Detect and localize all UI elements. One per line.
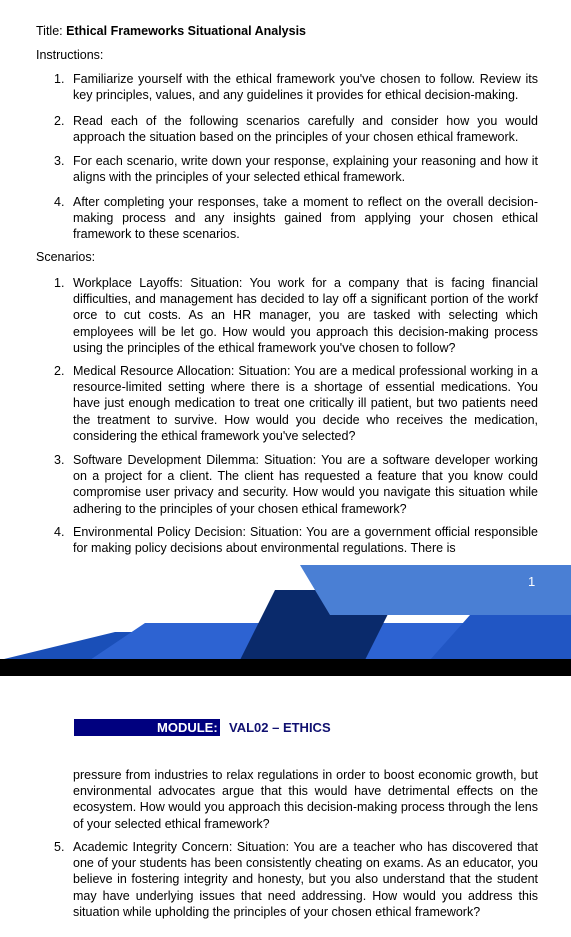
instruction-text: After completing your responses, take a moment to reflect on the overall decision-making process and any insights gained from applying your chosen ethical framework to these scenarios. xyxy=(73,195,538,242)
footer-light-shape xyxy=(300,565,571,615)
scenario-item-5 xyxy=(54,839,538,920)
scenario-number: 5. xyxy=(54,840,65,854)
instruction-item-4 xyxy=(54,194,538,243)
instruction-number: 1. xyxy=(54,72,65,86)
instruction-item-3 xyxy=(54,153,538,185)
instructions-heading: Instructions: xyxy=(36,48,104,62)
instruction-item-1 xyxy=(54,71,538,103)
footer-right-shape xyxy=(430,615,571,659)
scenario-item-4 xyxy=(54,524,538,556)
scenario-text: Medical Resource Allocation: Situation: You are a medical professional working in a resource-limited setting where there is a shortage of essential medications. You have just enough medication to treat one critically ill patient, but two patients need the treatment to survive. How would you decide who receives the medication, considering the ethical framework you've selected? xyxy=(73,364,538,443)
title-label: Title: xyxy=(36,24,63,38)
scenario-text: Workplace Layoffs: Situation: You work for a company that is facing financial difficulties, and management has decided to lay off a significant portion of the workf orce to cut costs. As an HR manager, you are tasked with selecting which employees will be let go. How would you approach this decision-making process using the principles of the ethical framework you've chosen to follow? xyxy=(73,276,538,355)
module-code: VAL02 – ETHICS xyxy=(229,720,331,735)
scenario-item-2 xyxy=(54,363,538,444)
page-2 xyxy=(0,676,571,937)
scenario-4-continued-text: pressure from industries to relax regulations in order to boost economic growth, but environmental advocates argue that this would have detrimental effects on the ecosystem. How would you approach this decision-making process through the lens of your selected ethical framework? xyxy=(73,768,538,831)
page-divider xyxy=(0,659,571,676)
page-number: 1 xyxy=(528,574,536,589)
title-text: Ethical Frameworks Situational Analysis xyxy=(66,24,307,38)
instruction-number: 2. xyxy=(54,114,65,128)
scenario-number: 3. xyxy=(54,453,65,467)
instruction-text: Familiarize yourself with the ethical framework you've chosen to follow. Review its key principles, values, and any guidelines it provides for ethical decision-making. xyxy=(73,72,538,103)
document-title xyxy=(36,24,306,38)
scenario-text: Software Development Dilemma: Situation: You are a software developer working on a project for a client. The client has requested a feature that you know could compromise user privacy and security. How would you navigate this situation while adhering to the principles of your chosen ethical framework? xyxy=(73,453,538,516)
module-label: MODULE: xyxy=(157,720,218,735)
scenario-number: 4. xyxy=(54,525,65,539)
scenario-item-1 xyxy=(54,275,538,356)
scenario-number: 1. xyxy=(54,276,65,290)
instruction-number: 4. xyxy=(54,195,65,209)
footer-decoration xyxy=(0,560,571,659)
scenario-number: 2. xyxy=(54,364,65,378)
scenarios-heading: Scenarios: xyxy=(36,250,96,264)
instruction-text: Read each of the following scenarios carefully and consider how you would approach the situation based on the principles of your chosen ethical framework. xyxy=(73,114,538,145)
instruction-item-2 xyxy=(54,113,538,145)
scenario-text: Environmental Policy Decision: Situation: You are a government official responsible for making policy decisions about environmental regulations. There is xyxy=(73,525,538,556)
instruction-text: For each scenario, write down your response, explaining your reasoning and how it aligns with the principles of your selected ethical framework. xyxy=(73,154,538,185)
scenario-item-3 xyxy=(54,452,538,517)
instruction-number: 3. xyxy=(54,154,65,168)
scenario-text: Academic Integrity Concern: Situation: You are a teacher who has discovered that one of your students has been consistently cheating on exams. As an educator, you believe in fostering integrity and honesty, but you also understand that the student may have underlying issues that need addressing. How would you address this situation while upholding the principles of your chosen ethical framework? xyxy=(73,840,538,919)
